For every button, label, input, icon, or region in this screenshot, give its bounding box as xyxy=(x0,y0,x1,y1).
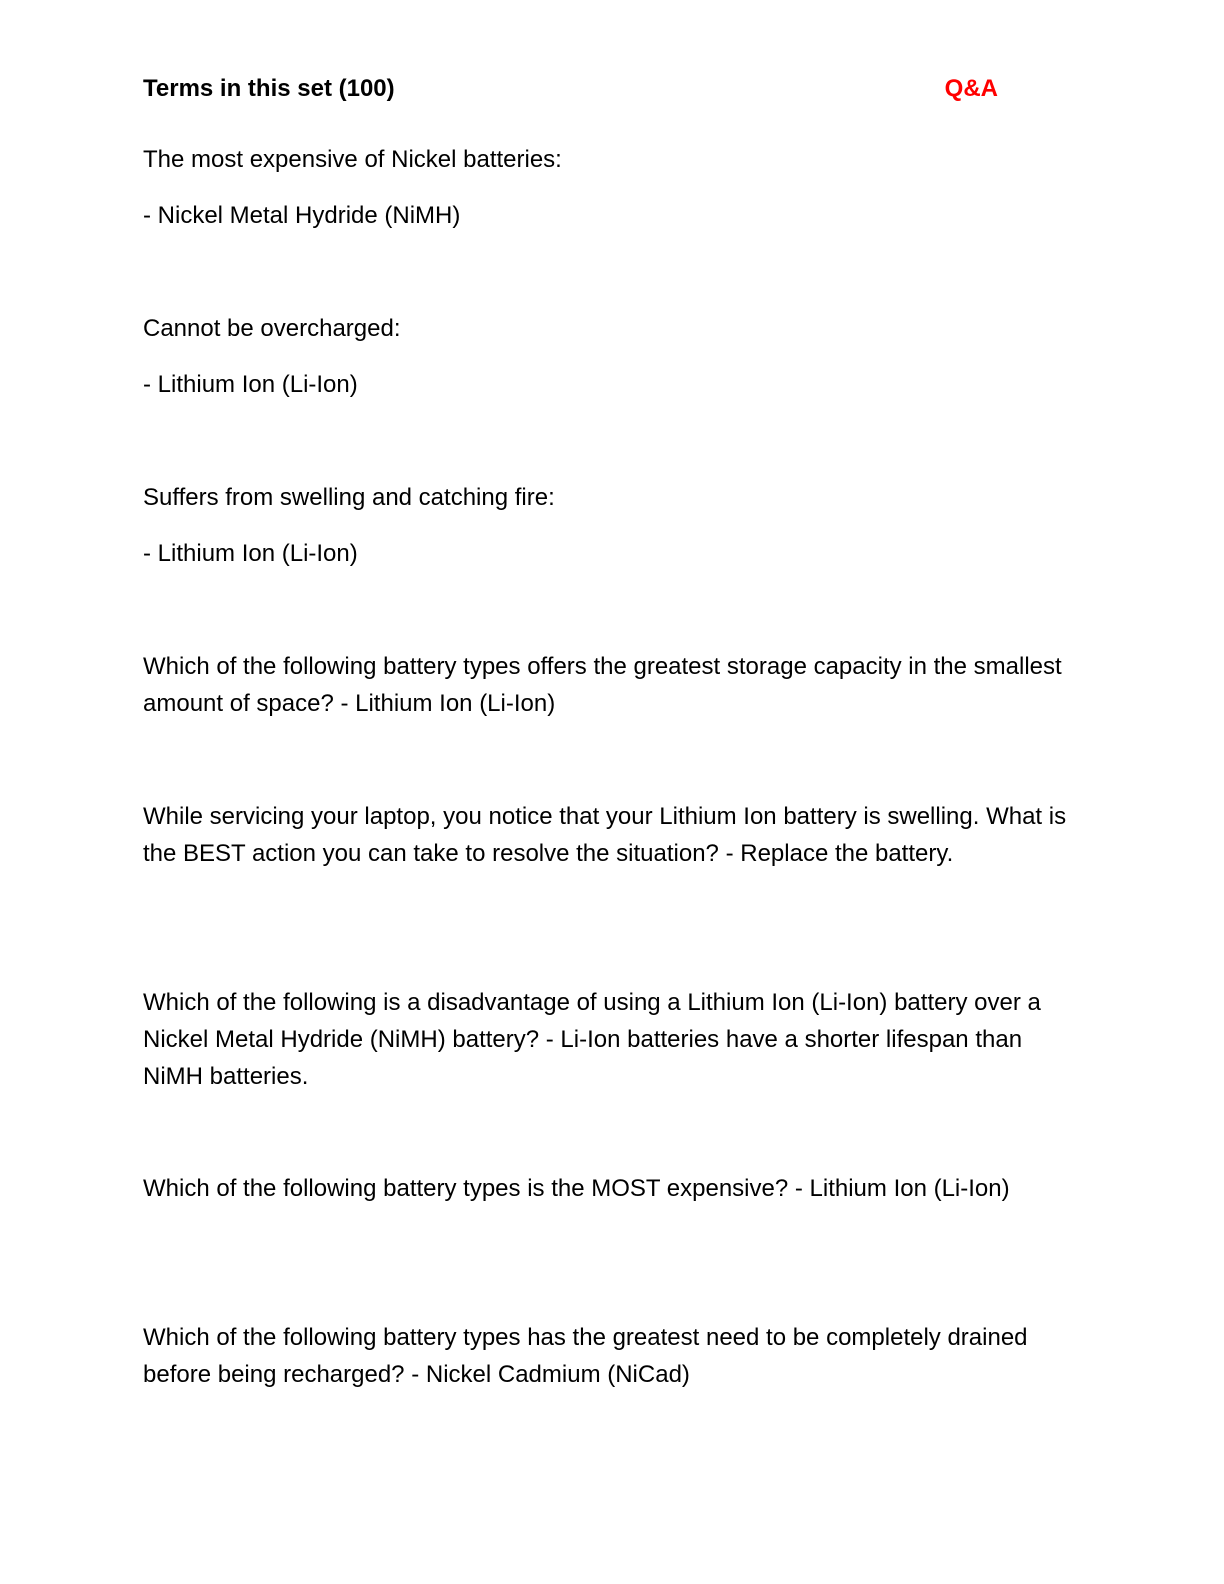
card-3-answer: - Lithium Ion (Li-Ion) xyxy=(143,540,358,567)
set-title: Terms in this set (100) xyxy=(143,75,395,102)
card-7-text: Which of the following battery types is the MOST expensive? - Lithium Ion (Li-Ion) xyxy=(143,1175,1010,1202)
card-2-question: Cannot be overcharged: xyxy=(143,315,401,342)
card-5-text: While servicing your laptop, you notice that your Lithium Ion battery is swelling. What is the BEST action you can take to resolve the situation? - Replace the battery. xyxy=(143,803,1073,867)
card-1-question: The most expensive of Nickel batteries: xyxy=(143,146,562,173)
card-3-question: Suffers from swelling and catching fire: xyxy=(143,484,555,511)
card-2-answer: - Lithium Ion (Li-Ion) xyxy=(143,371,358,398)
qa-tag: Q&A xyxy=(944,75,998,102)
card-8-text: Which of the following battery types has the greatest need to be completely drained before being recharged? - Nickel Cadmium (NiCad) xyxy=(143,1324,1035,1388)
card-4-text: Which of the following battery types offers the greatest storage capacity in the smallest amount of space? - Lithium Ion (Li-Ion) xyxy=(143,653,1069,717)
card-6-text: Which of the following is a disadvantage of using a Lithium Ion (Li-Ion) battery over a Nickel Metal Hydride (NiMH) battery? - Li-Ion batteries have a shorter lifespan than NiMH batteries. xyxy=(143,989,1048,1090)
card-1-answer: - Nickel Metal Hydride (NiMH) xyxy=(143,202,461,229)
set-header xyxy=(143,72,1003,106)
